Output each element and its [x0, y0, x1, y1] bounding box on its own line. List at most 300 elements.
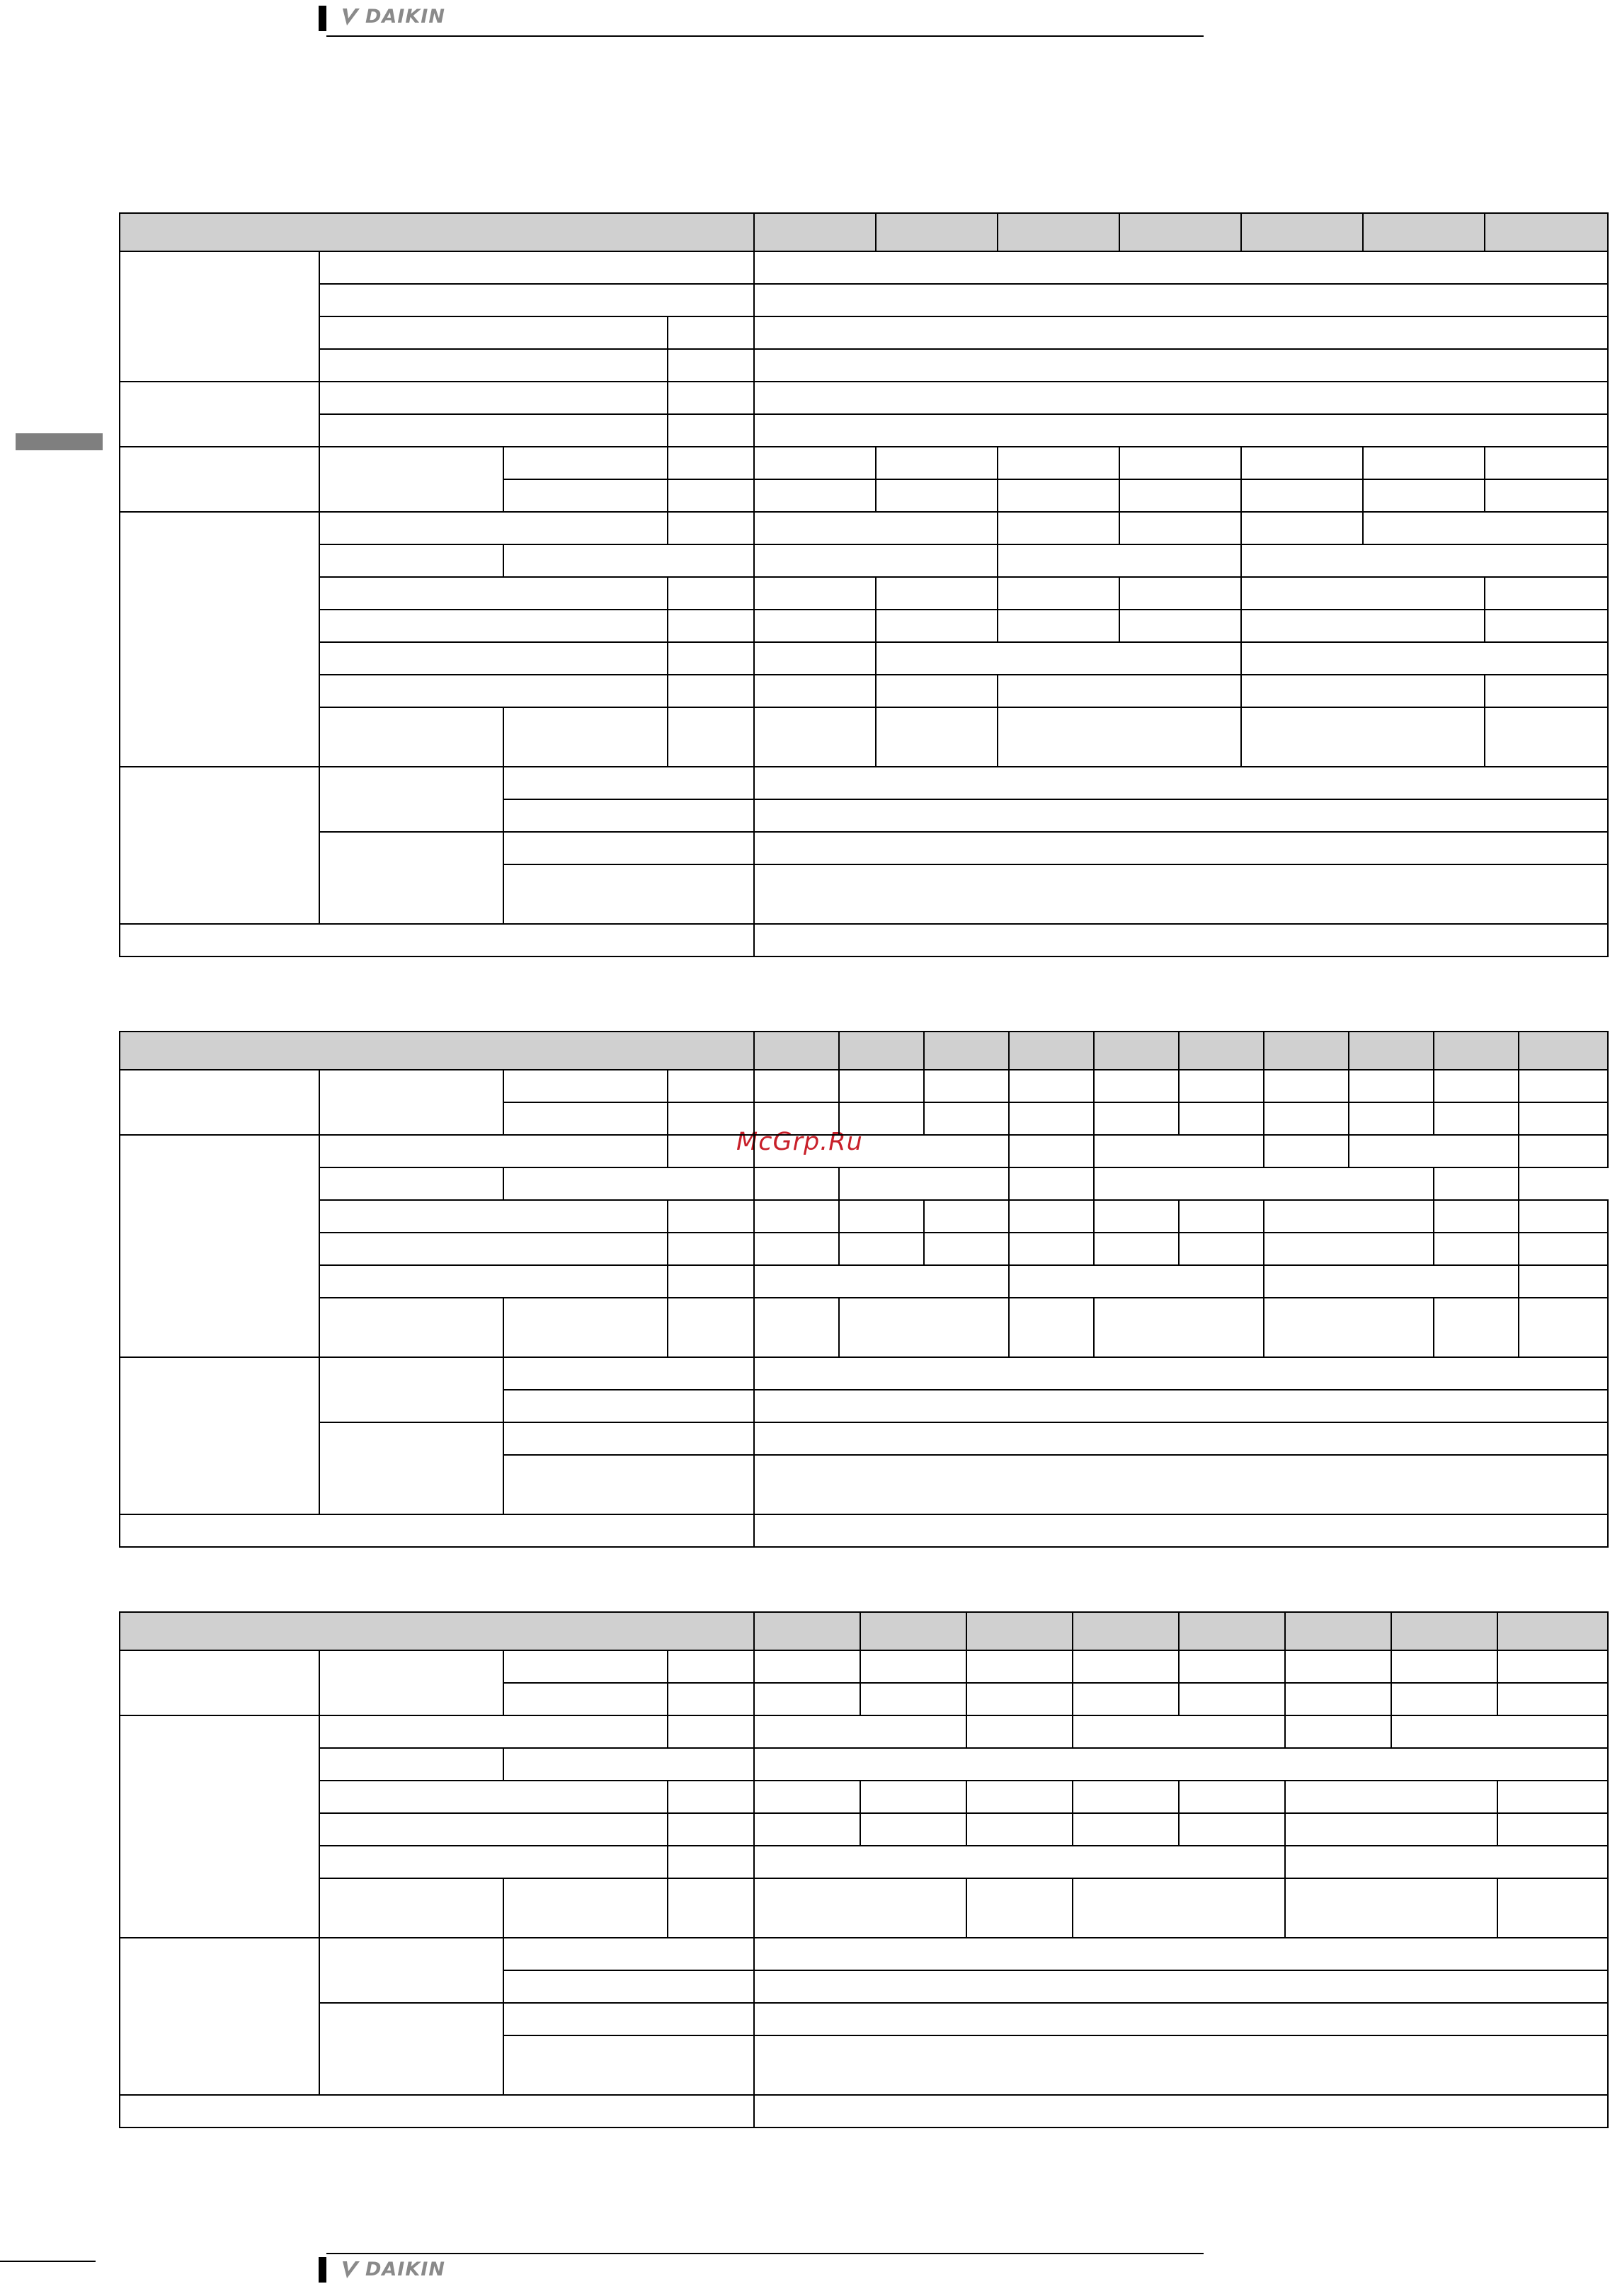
- table-cell: [1391, 1715, 1608, 1748]
- daikin-logo-icon: [340, 7, 361, 27]
- table-cell: [1485, 707, 1608, 767]
- table-cell: [754, 1070, 839, 1102]
- table-cell: [668, 512, 754, 544]
- table-cell: [319, 544, 503, 577]
- table-cell: [998, 675, 1241, 707]
- table-cell: [1485, 577, 1608, 610]
- table-row: [120, 1715, 1608, 1748]
- table-cell: [1485, 610, 1608, 642]
- table-cell: [1009, 1265, 1264, 1298]
- table-cell: [1363, 512, 1608, 544]
- table-cell: [1241, 707, 1485, 767]
- table-cell: [1073, 1650, 1179, 1683]
- table-cell: [754, 447, 876, 479]
- table-cell: [1349, 1070, 1434, 1102]
- table-cell: [1241, 479, 1363, 512]
- table-cell: [1264, 1298, 1434, 1357]
- table-cell: [1241, 213, 1363, 251]
- table-cell: [754, 1715, 966, 1748]
- table-cell: [319, 382, 668, 414]
- table-cell: [120, 1612, 754, 1650]
- table-cell: [668, 1298, 754, 1357]
- table-cell: [1179, 1200, 1264, 1233]
- table-cell: [120, 1357, 319, 1514]
- table-row: [120, 1422, 1608, 1455]
- table-cell: [503, 1455, 754, 1514]
- table-row: [120, 1265, 1608, 1298]
- table-cell: [503, 1878, 668, 1938]
- table-cell: [319, 1878, 503, 1938]
- table-row: [120, 2003, 1608, 2035]
- table-cell: [1264, 1102, 1349, 1135]
- table-row: [120, 1200, 1608, 1233]
- table-cell: [754, 1748, 1608, 1781]
- table-cell: [1285, 1715, 1391, 1748]
- table-cell: [668, 1813, 754, 1846]
- table-cell: [120, 382, 319, 447]
- table-cell: [319, 707, 503, 767]
- table-row: [120, 1167, 1608, 1200]
- table-cell: [754, 864, 1608, 924]
- brand-name: DAIKIN: [365, 2258, 445, 2280]
- table-cell: [1264, 1233, 1434, 1265]
- table-cell: [1485, 675, 1608, 707]
- table-cell: [754, 349, 1608, 382]
- table-cell: [668, 316, 754, 349]
- table-cell: [1009, 1200, 1094, 1233]
- footer-rule: [326, 2253, 1204, 2254]
- table-row: [120, 1514, 1608, 1547]
- table-cell: [754, 284, 1608, 316]
- table-cell: [668, 675, 754, 707]
- table-cell: [503, 1357, 754, 1390]
- table-cell: [503, 767, 754, 799]
- table-row: [120, 707, 1608, 767]
- table-row: [120, 414, 1608, 447]
- table-cell: [668, 382, 754, 414]
- brand-wordmark: [340, 6, 445, 28]
- table-cell: [754, 479, 876, 512]
- table-cell: [1119, 512, 1241, 544]
- table-cell: [1119, 447, 1241, 479]
- table-cell: [876, 675, 998, 707]
- table-cell: [839, 1233, 924, 1265]
- footer-logo: [319, 2253, 1204, 2284]
- table-cell: [1241, 675, 1485, 707]
- table-cell: [319, 675, 668, 707]
- table-cell: [319, 1167, 503, 1200]
- table-cell: [754, 2003, 1608, 2035]
- table-row: [120, 610, 1608, 642]
- table-cell: [668, 1715, 754, 1748]
- table-cell: [319, 251, 754, 284]
- table-cell: [1009, 1167, 1094, 1200]
- table-cell: [1241, 577, 1485, 610]
- spec-table-2: [119, 1031, 1609, 1548]
- table-cell: [754, 675, 876, 707]
- table-cell: [319, 1846, 668, 1878]
- table-cell: [668, 1135, 754, 1167]
- table-cell: [1009, 1135, 1094, 1167]
- table-cell: [1264, 1200, 1434, 1233]
- table-cell: [754, 544, 998, 577]
- table-cell: [1119, 479, 1241, 512]
- table-cell: [503, 1070, 668, 1102]
- table-cell: [1119, 610, 1241, 642]
- table-cell: [839, 1032, 924, 1070]
- table-cell: [966, 1813, 1073, 1846]
- table-cell: [754, 382, 1608, 414]
- table-cell: [754, 1612, 860, 1650]
- table-cell: [754, 1650, 860, 1683]
- table-cell: [966, 1683, 1073, 1715]
- table-cell: [503, 1167, 754, 1200]
- table-cell: [754, 1167, 839, 1200]
- table-cell: [668, 1102, 754, 1135]
- table-cell: [1264, 1135, 1349, 1167]
- table-cell: [1094, 1032, 1179, 1070]
- table-cell: [1073, 1715, 1285, 1748]
- table-cell: [1094, 1200, 1179, 1233]
- table-cell: [1285, 1846, 1608, 1878]
- table-cell: [668, 1846, 754, 1878]
- table-cell: [503, 1748, 754, 1781]
- table-cell: [876, 479, 998, 512]
- table-cell: [1179, 1032, 1264, 1070]
- table-cell: [1363, 447, 1485, 479]
- table-row: [120, 447, 1608, 479]
- table-cell: [754, 213, 876, 251]
- table-cell: [998, 479, 1119, 512]
- table-cell: [319, 284, 754, 316]
- table-cell: [1519, 1032, 1608, 1070]
- table-cell: [1179, 1612, 1285, 1650]
- table-cell: [754, 1514, 1608, 1547]
- table-cell: [754, 707, 876, 767]
- table-cell: [319, 1650, 503, 1715]
- table-cell: [503, 1650, 668, 1683]
- table-cell: [120, 924, 754, 956]
- table-cell: [120, 447, 319, 512]
- table-cell: [503, 1970, 754, 2003]
- table-cell: [1485, 479, 1608, 512]
- table-cell: [120, 1032, 754, 1070]
- table-cell: [754, 924, 1608, 956]
- table-cell: [319, 1135, 668, 1167]
- spec-table-1: [119, 212, 1609, 957]
- table-cell: [1285, 1683, 1391, 1715]
- table-cell: [1241, 610, 1485, 642]
- table-cell: [668, 610, 754, 642]
- table-row: [120, 213, 1608, 251]
- table-row: [120, 924, 1608, 956]
- table-cell: [1497, 1878, 1608, 1938]
- header-tick: [319, 6, 326, 31]
- table-cell: [839, 1298, 1009, 1357]
- table-cell: [319, 1422, 503, 1514]
- table-cell: [1119, 577, 1241, 610]
- table-cell: [1009, 1032, 1094, 1070]
- table-cell: [998, 512, 1119, 544]
- table-cell: [876, 447, 998, 479]
- table-cell: [998, 213, 1119, 251]
- table-cell: [1485, 213, 1608, 251]
- table-cell: [319, 1265, 668, 1298]
- table-cell: [1241, 447, 1363, 479]
- table-cell: [1434, 1167, 1519, 1200]
- table-cell: [1094, 1135, 1264, 1167]
- table-cell: [1497, 1813, 1608, 1846]
- table-cell: [1497, 1781, 1608, 1813]
- table-cell: [754, 1455, 1608, 1514]
- table-cell: [120, 512, 319, 767]
- table-cell: [1179, 1813, 1285, 1846]
- table-cell: [754, 1846, 1285, 1878]
- table-cell: [1519, 1070, 1608, 1102]
- table-row: [120, 1135, 1608, 1167]
- table-row: [120, 1938, 1608, 1970]
- table-cell: [754, 1938, 1608, 1970]
- table-cell: [754, 1032, 839, 1070]
- table-cell: [1009, 1102, 1094, 1135]
- table-cell: [1391, 1612, 1497, 1650]
- table-cell: [1264, 1032, 1349, 1070]
- table-cell: [503, 832, 754, 864]
- table-cell: [1363, 479, 1485, 512]
- table-cell: [754, 1102, 839, 1135]
- table-cell: [668, 577, 754, 610]
- table-cell: [876, 707, 998, 767]
- table-cell: [754, 1233, 839, 1265]
- table-cell: [1485, 447, 1608, 479]
- table-row: [120, 251, 1608, 284]
- table-cell: [754, 1813, 860, 1846]
- table-cell: [1434, 1200, 1519, 1233]
- table-cell: [1519, 1102, 1608, 1135]
- table-cell: [754, 799, 1608, 832]
- table-cell: [754, 642, 876, 675]
- table-cell: [503, 1422, 754, 1455]
- table-cell: [668, 349, 754, 382]
- table-cell: [839, 1102, 924, 1135]
- table-cell: [1391, 1683, 1497, 1715]
- table-cell: [924, 1070, 1009, 1102]
- table-cell: [503, 1390, 754, 1422]
- table-cell: [754, 1422, 1608, 1455]
- table-cell: [754, 1683, 860, 1715]
- table-cell: [754, 512, 998, 544]
- table-cell: [668, 642, 754, 675]
- table-cell: [1073, 1781, 1179, 1813]
- table-row: [120, 1813, 1608, 1846]
- table-cell: [1434, 1298, 1519, 1357]
- table-cell: [754, 1970, 1608, 2003]
- table-cell: [668, 1650, 754, 1683]
- table-cell: [1497, 1683, 1608, 1715]
- table-cell: [668, 1781, 754, 1813]
- table-cell: [120, 1650, 319, 1715]
- table-cell: [754, 1135, 1009, 1167]
- table-cell: [503, 1683, 668, 1715]
- table-cell: [1179, 1233, 1264, 1265]
- table-cell: [1285, 1612, 1391, 1650]
- table-cell: [998, 447, 1119, 479]
- table-cell: [319, 1357, 503, 1422]
- table-cell: [754, 2095, 1608, 2127]
- table-cell: [1391, 1650, 1497, 1683]
- table-cell: [1519, 1135, 1608, 1167]
- table-cell: [966, 1650, 1073, 1683]
- table-cell: [319, 1715, 668, 1748]
- table-cell: [966, 1715, 1073, 1748]
- table-cell: [754, 1265, 1009, 1298]
- table-cell: [1264, 1265, 1519, 1298]
- table-cell: [1497, 1650, 1608, 1683]
- table-cell: [503, 544, 754, 577]
- table-cell: [966, 1878, 1073, 1938]
- table-row: [120, 2095, 1608, 2127]
- table-cell: [503, 447, 668, 479]
- daikin-logo-icon: [340, 2260, 361, 2280]
- table-cell: [924, 1032, 1009, 1070]
- table-cell: [503, 864, 754, 924]
- table-row: [120, 675, 1608, 707]
- table-row: [120, 642, 1608, 675]
- table-cell: [754, 316, 1608, 349]
- side-tab: [16, 433, 103, 450]
- table-cell: [998, 707, 1241, 767]
- table-cell: [668, 1683, 754, 1715]
- table-cell: [876, 213, 998, 251]
- table-cell: [668, 1265, 754, 1298]
- table-cell: [319, 610, 668, 642]
- header-logo: [319, 6, 1204, 37]
- table-row: [120, 1070, 1608, 1102]
- table-cell: [754, 1390, 1608, 1422]
- table-cell: [839, 1167, 1009, 1200]
- table-cell: [1241, 642, 1608, 675]
- table-cell: [319, 1298, 503, 1357]
- table-row: [120, 1357, 1608, 1390]
- table-cell: [1519, 1233, 1608, 1265]
- table-cell: [1241, 512, 1363, 544]
- table-cell: [1094, 1102, 1179, 1135]
- table-cell: [860, 1813, 966, 1846]
- table-cell: [1434, 1070, 1519, 1102]
- table-cell: [503, 1298, 668, 1357]
- table-cell: [1179, 1650, 1285, 1683]
- table-cell: [120, 1715, 319, 1938]
- table-row: [120, 1233, 1608, 1265]
- table-cell: [1349, 1102, 1434, 1135]
- table-cell: [319, 577, 668, 610]
- table-cell: [1285, 1813, 1497, 1846]
- table-row: [120, 1298, 1608, 1357]
- table-cell: [1073, 1878, 1285, 1938]
- table-cell: [860, 1683, 966, 1715]
- table-cell: [1119, 213, 1241, 251]
- table-cell: [1519, 1200, 1608, 1233]
- table-cell: [1073, 1813, 1179, 1846]
- table-cell: [319, 832, 503, 924]
- table-cell: [924, 1102, 1009, 1135]
- table-cell: [503, 1102, 668, 1135]
- table-row: [120, 544, 1608, 577]
- table-cell: [998, 577, 1119, 610]
- table-cell: [1009, 1233, 1094, 1265]
- table-cell: [754, 2035, 1608, 2095]
- table-cell: [319, 316, 668, 349]
- table-cell: [1434, 1233, 1519, 1265]
- table-cell: [876, 610, 998, 642]
- header-rule: [326, 35, 1204, 37]
- table-cell: [668, 1233, 754, 1265]
- footer-left-rule: [0, 2261, 96, 2262]
- table-cell: [860, 1650, 966, 1683]
- table-cell: [319, 349, 668, 382]
- brand-wordmark: [340, 2258, 445, 2280]
- table-cell: [1179, 1781, 1285, 1813]
- table-row: [120, 382, 1608, 414]
- table-row: [120, 1650, 1608, 1683]
- table-cell: [754, 414, 1608, 447]
- table-cell: [860, 1612, 966, 1650]
- table-cell: [1073, 1683, 1179, 1715]
- table-cell: [319, 1781, 668, 1813]
- table-cell: [1519, 1298, 1608, 1357]
- table-cell: [754, 610, 876, 642]
- table-cell: [319, 1233, 668, 1265]
- table-cell: [319, 447, 503, 512]
- table-row: [120, 832, 1608, 864]
- table-cell: [754, 767, 1608, 799]
- table-cell: [1179, 1683, 1285, 1715]
- table-cell: [319, 1070, 503, 1135]
- table-cell: [839, 1200, 924, 1233]
- spec-table-3: [119, 1611, 1609, 2128]
- table-cell: [1073, 1612, 1179, 1650]
- table-row: [120, 1032, 1608, 1070]
- table-cell: [1363, 213, 1485, 251]
- table-cell: [668, 479, 754, 512]
- table-cell: [503, 1938, 754, 1970]
- table-cell: [503, 799, 754, 832]
- table-cell: [998, 544, 1241, 577]
- table-row: [120, 1846, 1608, 1878]
- table-row: [120, 512, 1608, 544]
- table-cell: [668, 1070, 754, 1102]
- table-cell: [876, 577, 998, 610]
- table-cell: [860, 1781, 966, 1813]
- table-cell: [754, 1357, 1608, 1390]
- table-cell: [319, 767, 503, 832]
- table-cell: [1094, 1233, 1179, 1265]
- table-cell: [1094, 1167, 1434, 1200]
- table-cell: [120, 2095, 754, 2127]
- table-cell: [319, 1200, 668, 1233]
- table-cell: [319, 1938, 503, 2003]
- table-cell: [668, 447, 754, 479]
- table-cell: [1349, 1135, 1519, 1167]
- table-cell: [998, 610, 1119, 642]
- table-cell: [924, 1200, 1009, 1233]
- table-row: [120, 316, 1608, 349]
- table-cell: [1285, 1878, 1497, 1938]
- table-cell: [754, 1298, 839, 1357]
- table-cell: [668, 707, 754, 767]
- table-cell: [1434, 1032, 1519, 1070]
- table-cell: [839, 1070, 924, 1102]
